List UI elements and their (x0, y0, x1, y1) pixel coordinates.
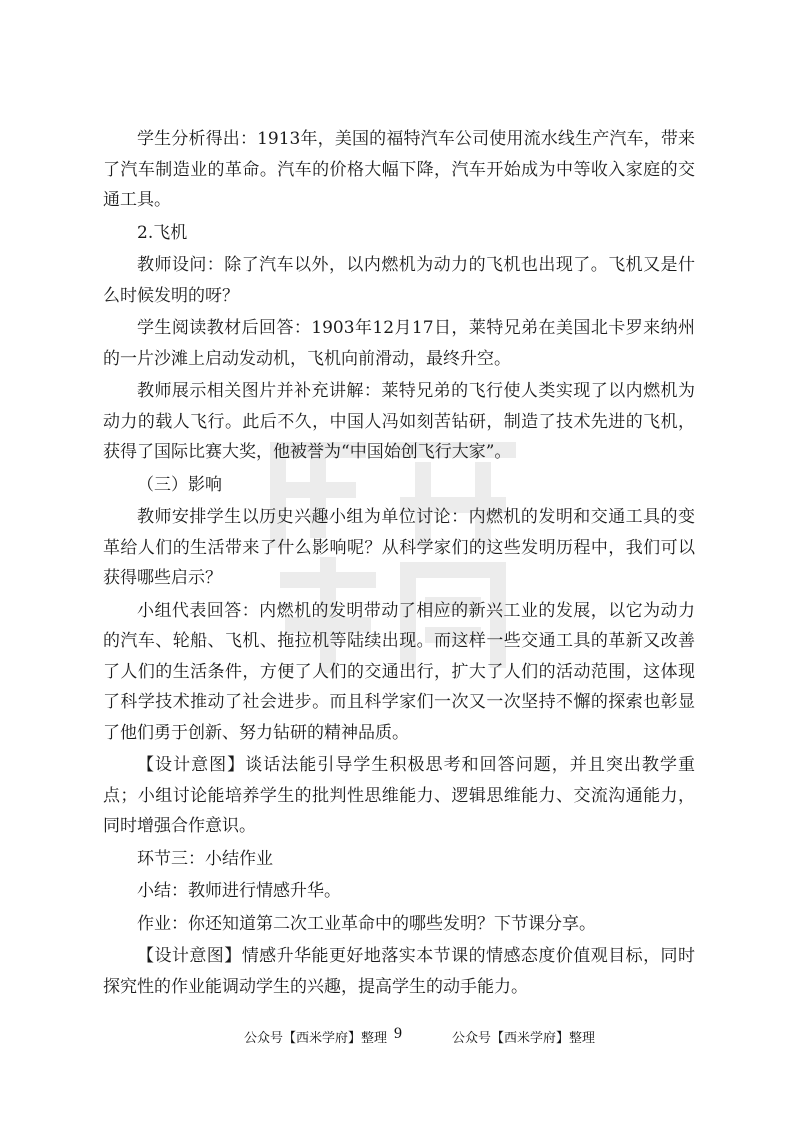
heading-summary-homework: 环节三：小结作业 (137, 848, 273, 869)
document-body (103, 124, 695, 1002)
paragraph-summary: 小结：教师进行情感升华。 (137, 881, 341, 901)
paragraph-teacher-question: 教师设问：除了汽车以外，以内燃机为动力的飞机也出现了。飞机又是什么时候发明的呀？ (103, 255, 695, 306)
paragraph-student-analysis: 学生分析得出：1913年，美国的福特汽车公司使用流水线生产汽车，带来了汽车制造业的革命。汽车的价格大幅下降，汽车开始成为中等收入家庭的交通工具。 (103, 129, 695, 210)
heading-impact: （三）影响 (137, 474, 222, 495)
paragraph-student-answer: 学生阅读教材后回答：1903年12月17日，莱特兄弟在美国北卡罗来纳州的一片沙滩上启动发动机，飞机向前滑动，最终升空。 (103, 318, 695, 369)
page-footer (0, 1025, 800, 1049)
paragraph-teacher-explanation: 教师展示相关图片并补充讲解：莱特兄弟的飞行使人类实现了以内燃机为动力的载人飞行。此后不久，中国人冯如刻苦钻研，制造了技术先进的飞机，获得了国际比赛大奖，他被誉为“中国始创飞行大家”。 (103, 381, 695, 462)
paragraph-group-discussion: 教师安排学生以历史兴趣小组为单位讨论：内燃机的发明和交通工具的变革给人们的生活带来了什么影响呢？从科学家们的这些发明历程中，我们可以获得哪些启示？ (103, 507, 695, 588)
paragraph-design-intent-2: 【设计意图】情感升华能更好地落实本节课的情感态度价值观目标，同时探究性的作业能调动学生的兴趣，提高学生的动手能力。 (103, 946, 695, 997)
paragraph-design-intent-1: 【设计意图】谈话法能引导学生积极思考和回答问题，并且突出教学重点；小组讨论能培养学生的批判性思维能力、逻辑思维能力、交流沟通能力，同时增强合作意识。 (103, 755, 695, 836)
paragraph-homework: 作业：你还知道第二次工业革命中的哪些发明？下节课分享。 (137, 913, 596, 934)
footer-left-text: 公众号【西米学府】整理 (244, 1031, 388, 1046)
page-number: 9 (394, 1025, 402, 1042)
footer-right-text: 公众号【西米学府】整理 (452, 1031, 596, 1046)
heading-airplane: 2.飞机 (137, 222, 188, 243)
paragraph-group-answer: 小组代表回答：内燃机的发明带动了相应的新兴工业的发展，以它为动力的汽车、轮船、飞机、拖拉机等陆续出现。而这样一些交通工具的革新又改善了人们的生活条件，方便了人们的交通出行，扩大了人们的活动范围，这体现了科学技术推动了社会进步。而且科学家们一次又一次坚持不懈的探索也彰显了他们勇于创新、努力钻研的精神品质。 (103, 600, 695, 743)
